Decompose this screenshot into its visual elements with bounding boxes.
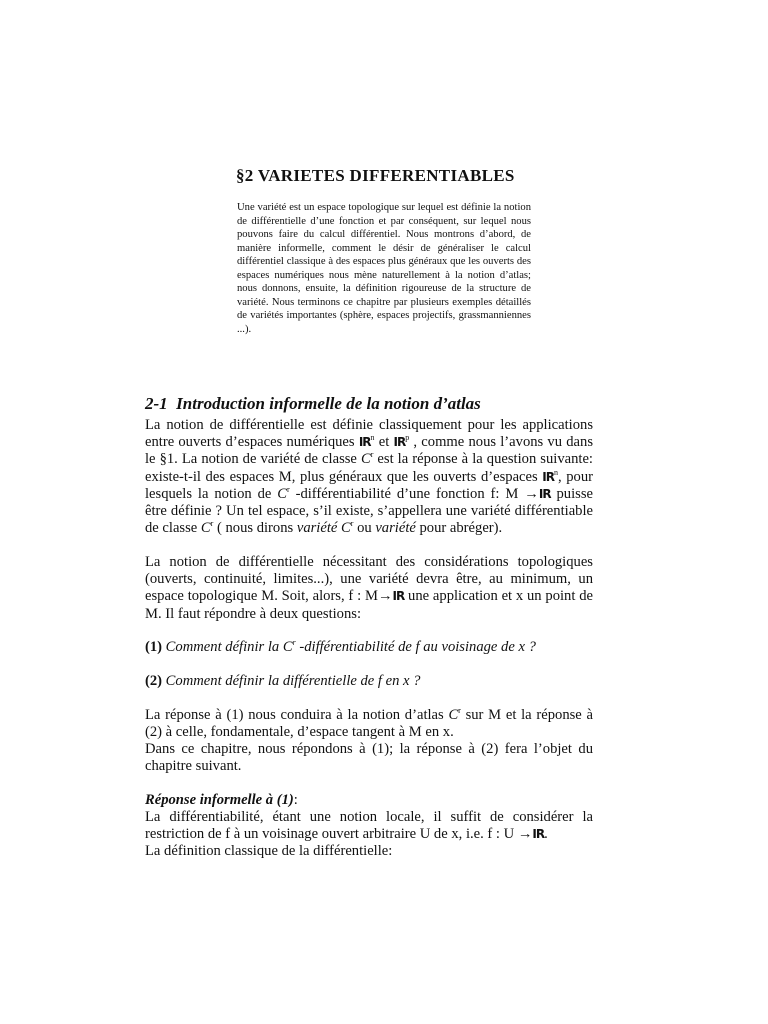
chapter-title: §2 VARIETES DIFFERENTIABLES — [236, 166, 515, 185]
real-numbers-symbol: IR — [393, 435, 406, 450]
question-1-number: (1) — [145, 639, 163, 655]
question-1: (1) Comment définir la $C^r$ -différentiabilité de f au voisinage de x ? — [145, 638, 536, 655]
question-2: (2) Comment définir la différentielle de f en x ? — [145, 673, 421, 689]
paragraph-chapter-plan: Dans ce chapitre, nous répondons à (1); la réponse à (2) fera l’objet du chapitre suivant. — [145, 741, 593, 775]
answer-heading: Réponse informelle à (1): — [145, 792, 298, 808]
arrow-symbol: → — [517, 826, 533, 843]
chapter-abstract: Une variété est un espace topologique sur lequel est définie la notion de différentielle d’une fonction et par conséquent, sur lequel nous pouvons faire du calcul différentiel. Nous montrons d’abord, de manière informelle, comment le désir de généraliser le calcul différentiel classique à des espaces plus généraux que les ouverts des espaces numériques nous mène naturellement à la notion d’atlas; nous donnons, ensuite, la définition rigoureuse de la structure de variété. Nous terminons ce chapitre par plusieurs exemples détaillés de variétés importantes (sphère, espaces projectifs, grassmanniennes ...). — [237, 202, 531, 335]
arrow-symbol: → — [377, 588, 393, 605]
section-title — [145, 394, 595, 414]
question-2-number: (2) — [145, 673, 163, 689]
paragraph-classical-definition: La définition classique de la différentielle: — [145, 843, 393, 859]
section-number: 2-1 — [145, 394, 168, 413]
real-numbers-symbol: IR — [358, 435, 371, 450]
real-numbers-symbol: IR — [542, 469, 554, 484]
arrow-symbol: → — [524, 485, 539, 502]
real-numbers-symbol: IR — [532, 827, 545, 842]
paragraph-answers: La réponse à (1) nous conduira à la notion d’atlas $C^r$ sur M et la réponse à (2) à celle, fondamentale, d’espace tangent à M en x. — [145, 706, 593, 741]
paragraph-local: La différentiabilité, étant une notion locale, il suffit de considérer la restriction de f à un voisinage ouvert arbitraire U de x, i.e. f : U →IR. — [145, 809, 593, 843]
section-heading: Introduction informelle de la notion d’atlas — [176, 394, 481, 413]
paragraph-topology: La notion de différentielle nécessitant des considérations topologiques (ouverts, continuité, limites...), une variété devra être, au minimum, un espace topologique M. Soit, alors, f : M→IR une application et x un point de M. Il faut répondre à deux questions: — [145, 554, 593, 622]
real-numbers-symbol: IR — [392, 589, 405, 604]
paragraph-intro: La notion de différentielle est définie classiquement pour les applications entre ouverts d’espaces numériques $IR^n$ et $IR^p$ , comme nous l’avons vu dans le §1. La notion de variété de classe $C^r$ est la réponse à la question suivante: existe-t-il des espaces M, plus généraux que les ouverts d’espaces $IR^n$, pour lesquels la notion de $C^r$ -différentiabilité d’une fonction f: M →IR puisse être définie ? Un tel espace, s’il existe, s’appellera une variété différentiable de classe $C^r$ ( nous dirons variété $C^r$ ou variété pour abréger). — [145, 417, 593, 537]
real-numbers-symbol: IR — [538, 486, 551, 501]
